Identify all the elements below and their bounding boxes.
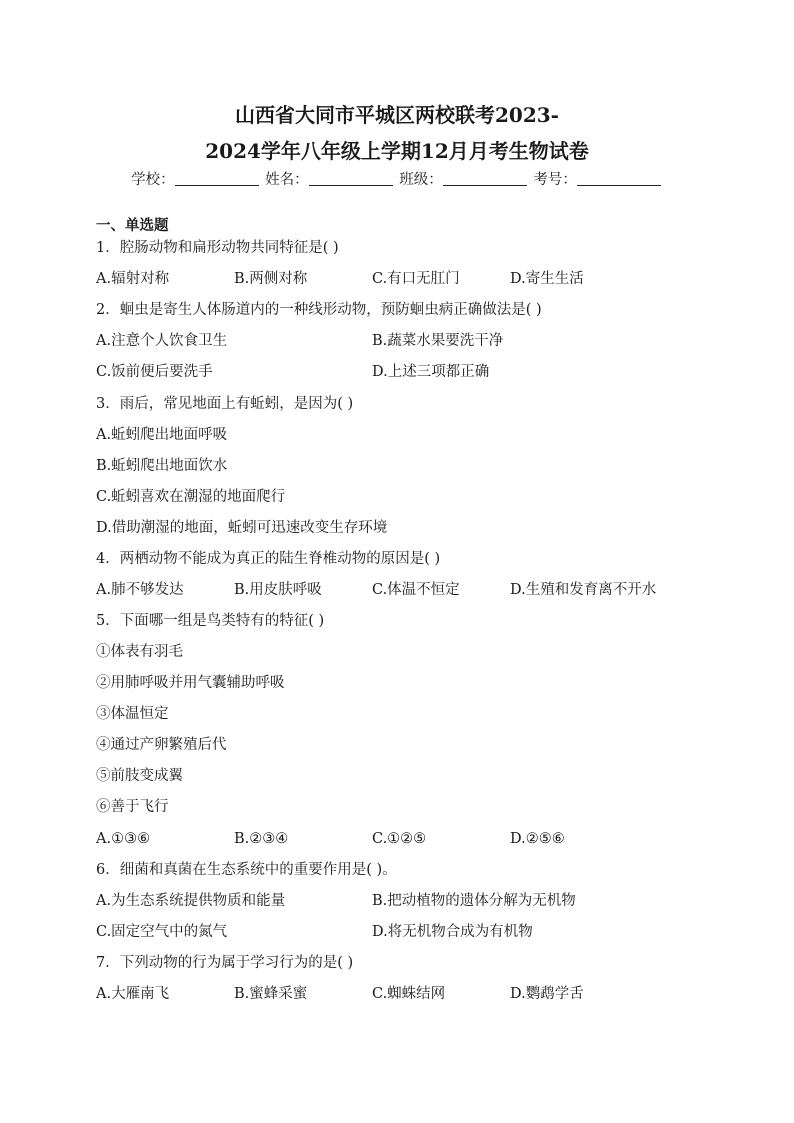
option: D.②⑤⑥: [510, 831, 565, 847]
statement-item: ⑤前肢变成翼: [96, 768, 183, 784]
statement-item: ①体表有羽毛: [96, 644, 183, 660]
exam-no-label: 考号：: [533, 172, 577, 188]
name-label: 姓名：: [265, 172, 309, 188]
option: A.蚯蚓爬出地面呼吸: [96, 427, 228, 443]
option: B.蜜蜂采蜜: [234, 986, 308, 1002]
option: D.寄生生活: [510, 271, 584, 287]
option: A.①③⑥: [96, 831, 151, 847]
option: C.固定空气中的氮气: [96, 924, 228, 940]
option: C.体温不恒定: [372, 582, 460, 598]
option: C.有口无肛门: [372, 271, 460, 287]
option: B.把动植物的遗体分解为无机物: [372, 893, 576, 909]
name-blank: [309, 171, 393, 186]
statement-item: ④通过产卵繁殖后代: [96, 737, 227, 753]
school-label: 学校：: [131, 172, 175, 188]
class-blank: [443, 171, 527, 186]
page-title-line2: 2024学年八年级上学期12月月考生物试卷: [205, 139, 589, 163]
option: A.为生态系统提供物质和能量: [96, 893, 286, 909]
student-info-row: [0, 170, 794, 190]
option: A.辐射对称: [96, 271, 170, 287]
option: B.用皮肤呼吸: [234, 582, 322, 598]
option: D.将无机物合成为有机物: [372, 924, 533, 940]
option: C.饭前便后要洗手: [96, 364, 213, 380]
option: D.上述三项都正确: [372, 364, 490, 380]
option: C.蜘蛛结网: [372, 986, 446, 1002]
question-stem: 2．蛔虫是寄生人体肠道内的一种线形动物，预防蛔虫病正确做法是( ): [96, 302, 542, 318]
option: D.借助潮湿的地面，蚯蚓可迅速改变生存环境: [96, 520, 388, 536]
exam-no-blank: [577, 171, 661, 186]
option: B.蚯蚓爬出地面饮水: [96, 458, 228, 474]
option: B.两侧对称: [234, 271, 308, 287]
question-stem: 3．雨后，常见地面上有蚯蚓，是因为( ): [96, 396, 354, 412]
option: B.②③④: [234, 831, 289, 847]
statement-item: ②用肺呼吸并用气囊辅助呼吸: [96, 675, 285, 691]
page-title-line1: 山西省大同市平城区两校联考2023-: [235, 103, 559, 127]
question-stem: 1．腔肠动物和扁形动物共同特征是( ): [96, 240, 339, 256]
option: A.注意个人饮食卫生: [96, 333, 228, 349]
question-stem: 5．下面哪一组是鸟类特有的特征( ): [96, 613, 325, 629]
statement-item: ③体温恒定: [96, 706, 169, 722]
option: A.肺不够发达: [96, 582, 184, 598]
option: C.①②⑤: [372, 831, 427, 847]
school-blank: [175, 171, 259, 186]
option: D.生殖和发育离不开水: [510, 582, 657, 598]
statement-item: ⑥善于飞行: [96, 799, 169, 815]
section-heading: 一、单选题: [96, 217, 169, 234]
option: D.鹦鹉学舌: [510, 986, 584, 1002]
option: A.大雁南飞: [96, 986, 170, 1002]
option: B.蔬菜水果要洗干净: [372, 333, 504, 349]
question-stem: 6．细菌和真菌在生态系统中的重要作用是( )。: [96, 862, 397, 878]
question-stem: 7．下列动物的行为属于学习行为的是( ): [96, 955, 354, 971]
option: C.蚯蚓喜欢在潮湿的地面爬行: [96, 489, 286, 505]
class-label: 班级：: [399, 172, 443, 188]
question-stem: 4．两栖动物不能成为真正的陆生脊椎动物的原因是( ): [96, 551, 441, 567]
